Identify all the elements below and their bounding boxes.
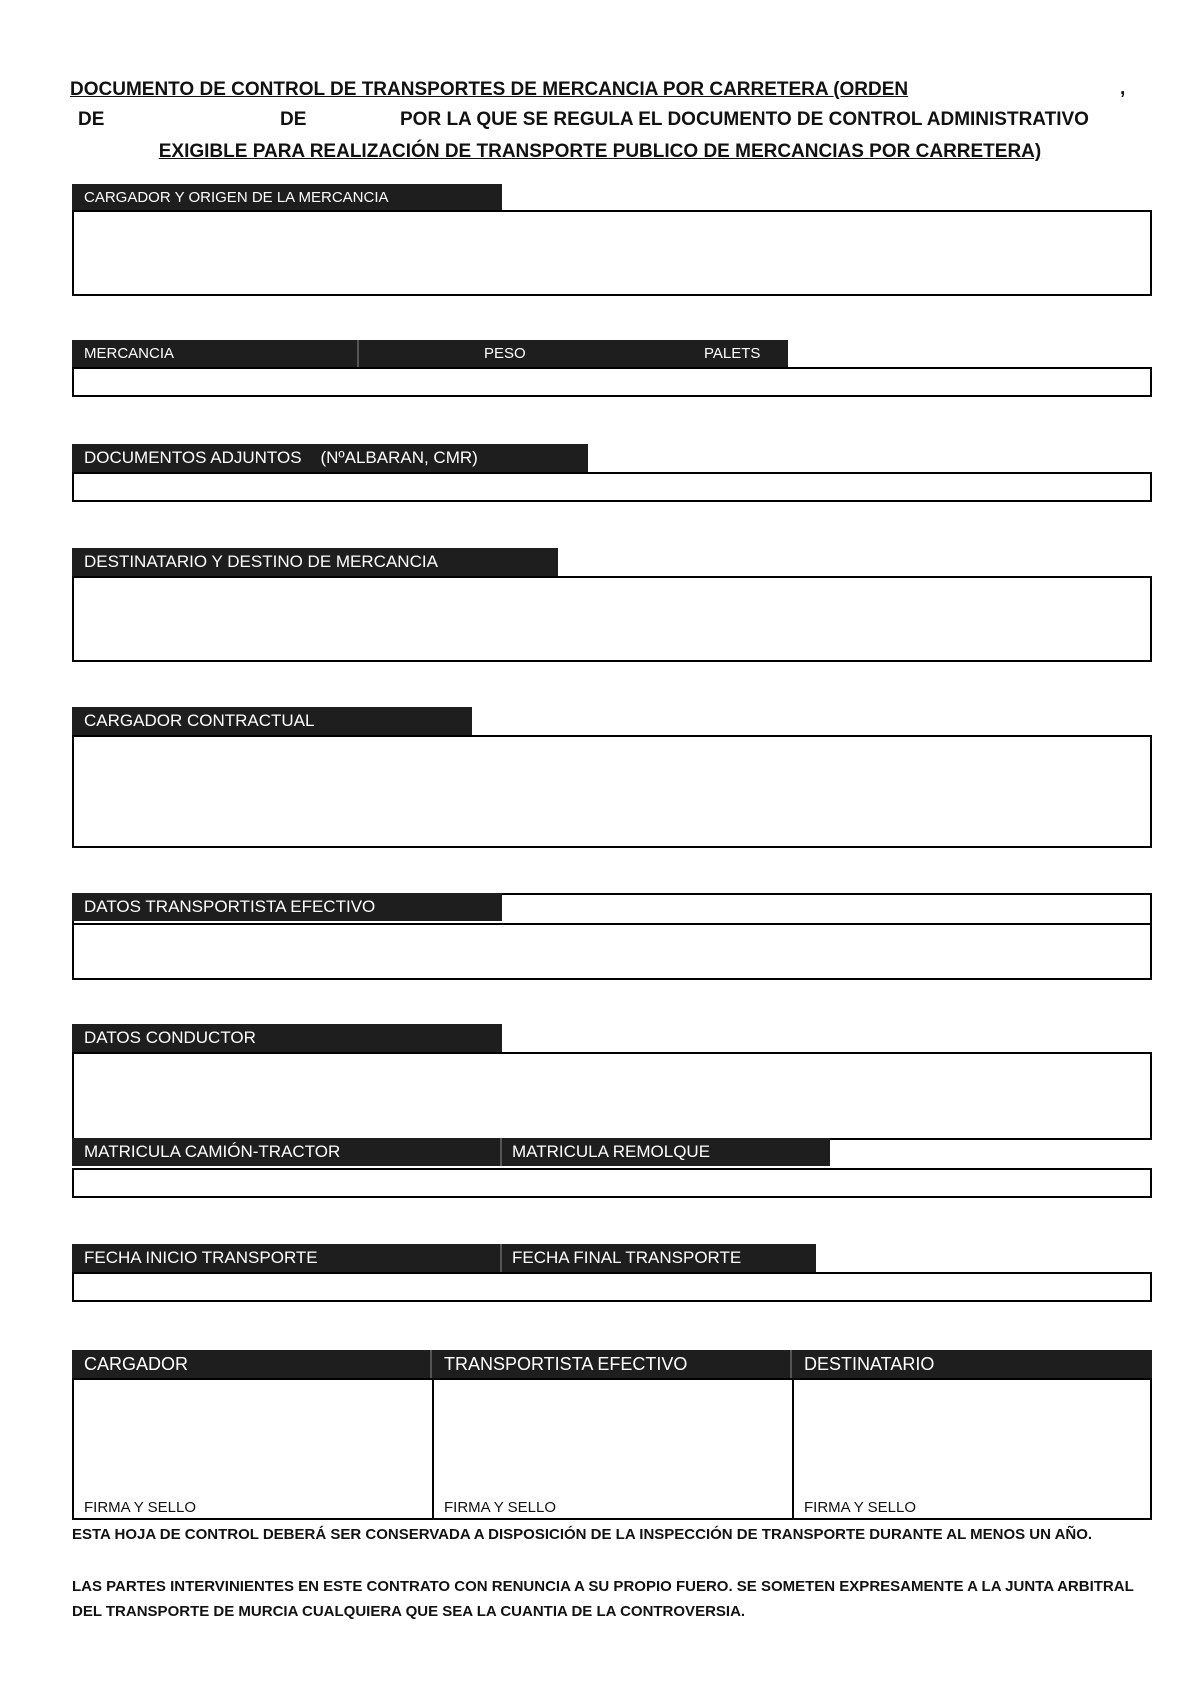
matricula-remolque-label: MATRICULA REMOLQUE <box>512 1142 711 1161</box>
signature-area-transportista[interactable] <box>434 1380 794 1518</box>
conductor-field[interactable] <box>72 1052 1152 1140</box>
documentos-field[interactable] <box>72 472 1152 502</box>
signatures-header <box>72 1350 1152 1378</box>
title-regula: POR LA QUE SE REGULA EL DOCUMENTO DE CONTROL ADMINISTRATIVO <box>400 109 1089 130</box>
cargador-origen-field[interactable] <box>72 210 1152 296</box>
destinatario-destino-header: DESTINATARIO Y DESTINO DE MERCANCIA <box>72 548 558 576</box>
peso-label: PESO <box>484 345 526 362</box>
transportista-header: DATOS TRANSPORTISTA EFECTIVO <box>72 893 502 921</box>
signature-area-cargador[interactable] <box>74 1380 434 1518</box>
signature-label: FIRMA Y SELLO <box>804 1499 916 1516</box>
document-title-comma: , <box>1120 78 1126 99</box>
fecha-final-label: FECHA FINAL TRANSPORTE <box>512 1248 742 1267</box>
footer-conservation-note: ESTA HOJA DE CONTROL DEBERÁ SER CONSERVADA A DISPOSICIÓN DE LA INSPECCIÓN DE TRANSPORTE DURANTE AL MENOS UN AÑO. <box>72 1526 1093 1543</box>
cargador-origen-header: CARGADOR Y ORIGEN DE LA MERCANCIA <box>72 184 502 212</box>
title-de-1: DE <box>78 109 105 130</box>
matricula-header <box>72 1138 830 1166</box>
header-divider <box>790 1350 792 1378</box>
fecha-inicio-label: FECHA INICIO TRANSPORTE <box>84 1248 318 1267</box>
documentos-header: DOCUMENTOS ADJUNTOS (NºALBARAN, CMR) <box>72 444 588 472</box>
signature-area-destinatario[interactable] <box>794 1380 1150 1518</box>
transportista-field[interactable] <box>72 923 1152 980</box>
header-divider <box>500 1244 502 1272</box>
conductor-header: DATOS CONDUCTOR <box>72 1024 502 1052</box>
title-de-2: DE <box>280 109 307 130</box>
header-divider <box>500 1138 502 1166</box>
header-divider <box>430 1350 432 1378</box>
footer-arbitration-note: LAS PARTES INTERVINIENTES EN ESTE CONTRATO CON RENUNCIA A SU PROPIO FUERO. SE SOMETEN EXPRESAMENTE A LA JUNTA ARBITRAL DEL TRANSPORTE DE MURCIA CUALQUIERA QUE SEA LA CUANTIA DE LA CONTROVERSIA. <box>72 1578 1134 1620</box>
matricula-field[interactable] <box>72 1168 1152 1198</box>
signatures-box <box>72 1378 1152 1520</box>
mercancia-field[interactable] <box>72 367 1152 397</box>
header-divider <box>357 340 359 368</box>
cargador-contractual-header: CARGADOR CONTRACTUAL <box>72 707 472 735</box>
mercancia-header <box>72 340 788 368</box>
fechas-field[interactable] <box>72 1272 1152 1302</box>
signature-col-transportista-title: TRANSPORTISTA EFECTIVO <box>444 1354 688 1374</box>
fechas-header <box>72 1244 816 1272</box>
matricula-camion-label: MATRICULA CAMIÓN-TRACTOR <box>84 1142 341 1161</box>
signature-col-destinatario-title: DESTINATARIO <box>804 1354 935 1374</box>
palets-label: PALETS <box>704 345 761 362</box>
signature-label: FIRMA Y SELLO <box>84 1499 196 1516</box>
destinatario-destino-field[interactable] <box>72 576 1152 662</box>
document-title-line-1: DOCUMENTO DE CONTROL DE TRANSPORTES DE MERCANCIA POR CARRETERA (ORDEN <box>70 79 909 100</box>
cargador-contractual-field[interactable] <box>72 735 1152 848</box>
signature-label: FIRMA Y SELLO <box>444 1499 556 1516</box>
signature-col-cargador-title: CARGADOR <box>84 1354 189 1374</box>
document-title-line-3: EXIGIBLE PARA REALIZACIÓN DE TRANSPORTE PUBLICO DE MERCANCIAS POR CARRETERA) <box>158 141 1042 162</box>
mercancia-label: MERCANCIA <box>84 345 175 362</box>
